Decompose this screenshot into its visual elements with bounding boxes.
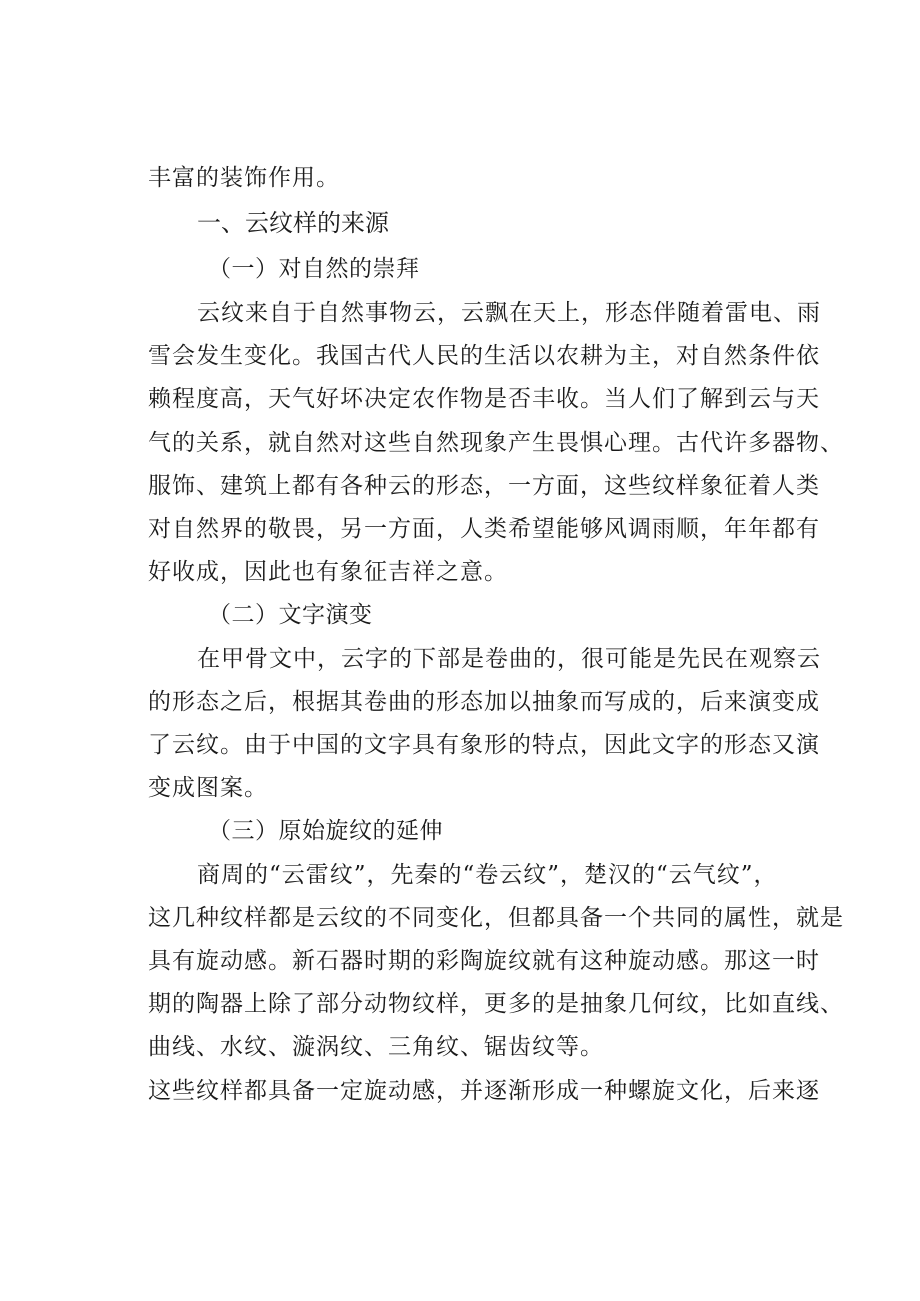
paragraph-line: 这些纹样都具备一定旋动感，并逐渐形成一种螺旋文化，后来逐 xyxy=(148,1078,820,1104)
paragraph-line: 云纹来自于自然事物云，云飘在天上，形态伴随着雷电、雨 xyxy=(197,300,821,326)
paragraph-line: 雪会发生变化。我国古代人民的生活以农耕为主，对自然条件依 xyxy=(148,343,820,369)
paragraph-line: 服饰、建筑上都有各种云的形态，一方面，这些纹样象征着人类 xyxy=(148,473,820,499)
subsection-heading-1: （一）对自然的崇拜 xyxy=(208,256,420,282)
paragraph-line: 好收成，因此也有象征吉祥之意。 xyxy=(148,559,508,585)
subsection-heading-2: （二）文字演变 xyxy=(208,602,373,628)
paragraph-line: 商周的“云雷纹”，先秦的“卷云纹”，楚汉的“云气纹”， xyxy=(197,862,778,888)
paragraph-line: 了云纹。由于中国的文字具有象形的特点，因此文字的形态又演 xyxy=(148,732,820,758)
paragraph-line: 对自然界的敬畏，另一方面，人类希望能够风调雨顺，年年都有 xyxy=(148,516,820,542)
paragraph-line: 具有旋动感。新石器时期的彩陶旋纹就有这种旋动感。那这一时 xyxy=(148,948,820,974)
paragraph-line: 气的关系，就自然对这些自然现象产生畏惧心理。古代许多器物、 xyxy=(148,430,844,456)
paragraph-line: 曲线、水纹、漩涡纹、三角纹、锯齿纹等。 xyxy=(148,1034,604,1060)
paragraph-line: 变成图案。 xyxy=(148,775,268,801)
subsection-heading-3: （三）原始旋纹的延伸 xyxy=(208,818,443,844)
section-heading: 一、云纹样的来源 xyxy=(197,209,389,237)
paragraph-tail-line: 丰富的装饰作用。 xyxy=(148,165,340,191)
paragraph-line: 赖程度高，天气好坏决定农作物是否丰收。当人们了解到云与天 xyxy=(148,386,820,412)
paragraph-line: 期的陶器上除了部分动物纹样，更多的是抽象几何纹，比如直线、 xyxy=(148,991,844,1017)
paragraph-line: 在甲骨文中，云字的下部是卷曲的，很可能是先民在观察云 xyxy=(197,646,821,672)
paragraph-line: 这几种纹样都是云纹的不同变化，但都具备一个共同的属性，就是 xyxy=(148,905,844,931)
paragraph-line: 的形态之后，根据其卷曲的形态加以抽象而写成的，后来演变成 xyxy=(148,689,820,715)
